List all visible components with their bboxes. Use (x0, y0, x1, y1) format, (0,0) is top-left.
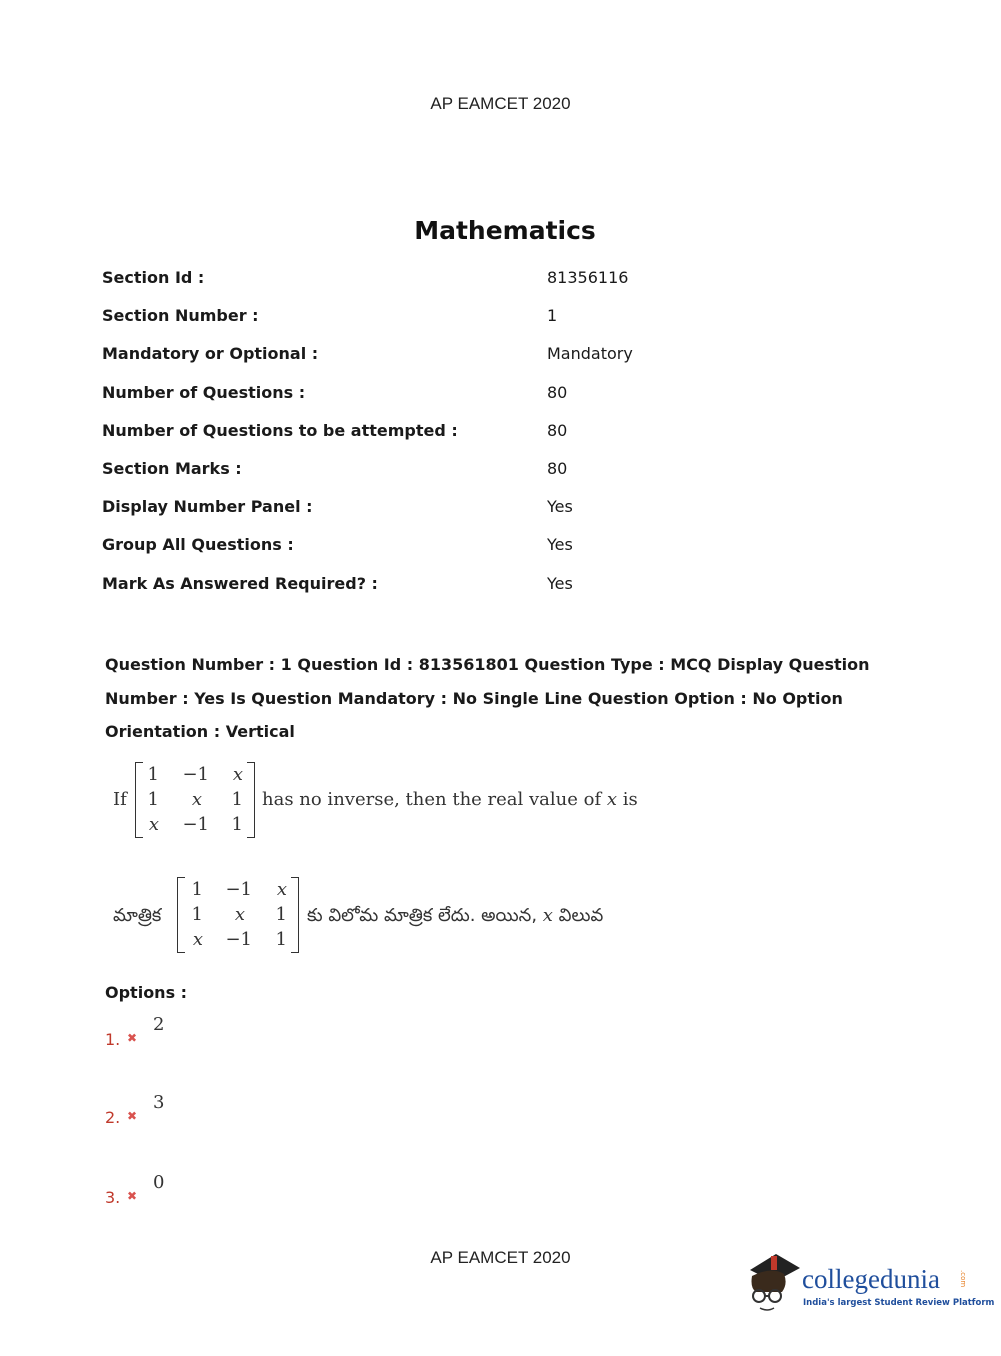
statement-suffix (262, 789, 638, 810)
matrix (177, 877, 299, 955)
option-number: 1. (105, 1030, 121, 1049)
option-value: 2 (153, 1014, 165, 1035)
meta-value: 1 (547, 306, 558, 326)
matrix-cell: x (276, 879, 287, 900)
page-footer: AP EAMCET 2020 (430, 1248, 571, 1267)
meta-label: Mark As Answered Required? : (102, 573, 378, 593)
collegedunia-logo (742, 1248, 995, 1320)
statement-text: కు విలోమ మాత్రిక లేదు. అయిన, (307, 905, 538, 926)
matrix-cell: 1 (275, 929, 287, 950)
meta-value: Yes (547, 535, 573, 555)
matrix-cell: 1 (147, 764, 159, 785)
mascot-icon (742, 1248, 802, 1320)
matrix-cell: x (148, 814, 159, 835)
matrix-cell: x (232, 764, 243, 785)
meta-row-section-number (102, 304, 802, 342)
question-header: Question Number : 1 Question Id : 813561801 Question Type : MCQ Display Question Number : Yes Is Question Mandatory : No Single Line Question Option : No Option Orientation : Vertical (105, 655, 870, 741)
meta-row-questions-attempted (102, 419, 802, 457)
statement-text: is (622, 789, 638, 810)
meta-value: 81356116 (547, 268, 629, 287)
page-header: AP EAMCET 2020 (430, 94, 571, 113)
meta-label: Number of Questions to be attempted : (102, 420, 458, 440)
option-value: 0 (153, 1172, 165, 1193)
matrix-cell: 1 (231, 814, 243, 835)
matrix-cell: −1 (182, 764, 209, 785)
matrix-cell: 1 (231, 789, 243, 810)
cross-icon: ✖ (127, 1109, 138, 1123)
matrix-cell: 1 (191, 879, 203, 900)
section-title: Mathematics (414, 216, 596, 245)
meta-label: Section Marks : (102, 458, 242, 478)
meta-row-mandatory (102, 342, 802, 380)
meta-label: Mandatory or Optional : (102, 344, 319, 364)
matrix-cell: 1 (275, 904, 287, 925)
statement-prefix: మాత్రిక (113, 905, 162, 926)
logo-suffix: .com (959, 1270, 967, 1288)
meta-row-section-id (102, 266, 802, 304)
statement-variable: x (542, 905, 553, 926)
option-number: 3. (105, 1188, 121, 1207)
statement-text: విలువ (558, 905, 604, 926)
options-label: Options : (105, 983, 188, 1002)
meta-value: Yes (547, 573, 573, 593)
meta-label: Number of Questions : (102, 382, 306, 402)
section-meta-table (102, 266, 802, 610)
statement-suffix (307, 905, 603, 930)
meta-label: Section Id : (102, 268, 205, 287)
meta-row-mark-as-answered (102, 572, 802, 610)
option-number: 2. (105, 1108, 121, 1127)
meta-value: 80 (547, 420, 568, 440)
meta-value: Mandatory (547, 344, 633, 364)
matrix-cell: −1 (225, 879, 252, 900)
logo-name: collegedunia (802, 1264, 940, 1294)
meta-value: Yes (547, 497, 573, 517)
cross-icon: ✖ (127, 1189, 138, 1203)
option-value: 3 (153, 1092, 165, 1113)
logo-tagline: India's largest Student Review Platform (803, 1298, 995, 1308)
meta-row-section-marks (102, 457, 802, 495)
meta-label: Display Number Panel : (102, 497, 313, 517)
matrix (135, 762, 255, 840)
meta-row-number-of-questions (102, 381, 802, 419)
meta-value: 80 (547, 382, 568, 402)
statement-variable: x (606, 789, 618, 810)
cross-icon: ✖ (127, 1031, 138, 1045)
matrix-cell: −1 (182, 814, 209, 835)
meta-label: Group All Questions : (102, 535, 294, 555)
statement-text: has no inverse, then the real value of (262, 789, 602, 810)
statement-prefix: If (113, 789, 127, 810)
question-statement-telugu (113, 877, 713, 957)
matrix-cell: x (192, 929, 203, 950)
matrix-cell: x (234, 904, 245, 925)
matrix-cell: 1 (191, 904, 203, 925)
meta-row-group-all-questions (102, 533, 802, 571)
matrix-cell: x (191, 789, 202, 810)
meta-value: 80 (547, 458, 568, 478)
meta-row-display-number-panel (102, 495, 802, 533)
question-statement-english (113, 762, 713, 842)
matrix-cell: 1 (147, 789, 159, 810)
matrix-cell: −1 (225, 929, 252, 950)
meta-label: Section Number : (102, 306, 259, 326)
